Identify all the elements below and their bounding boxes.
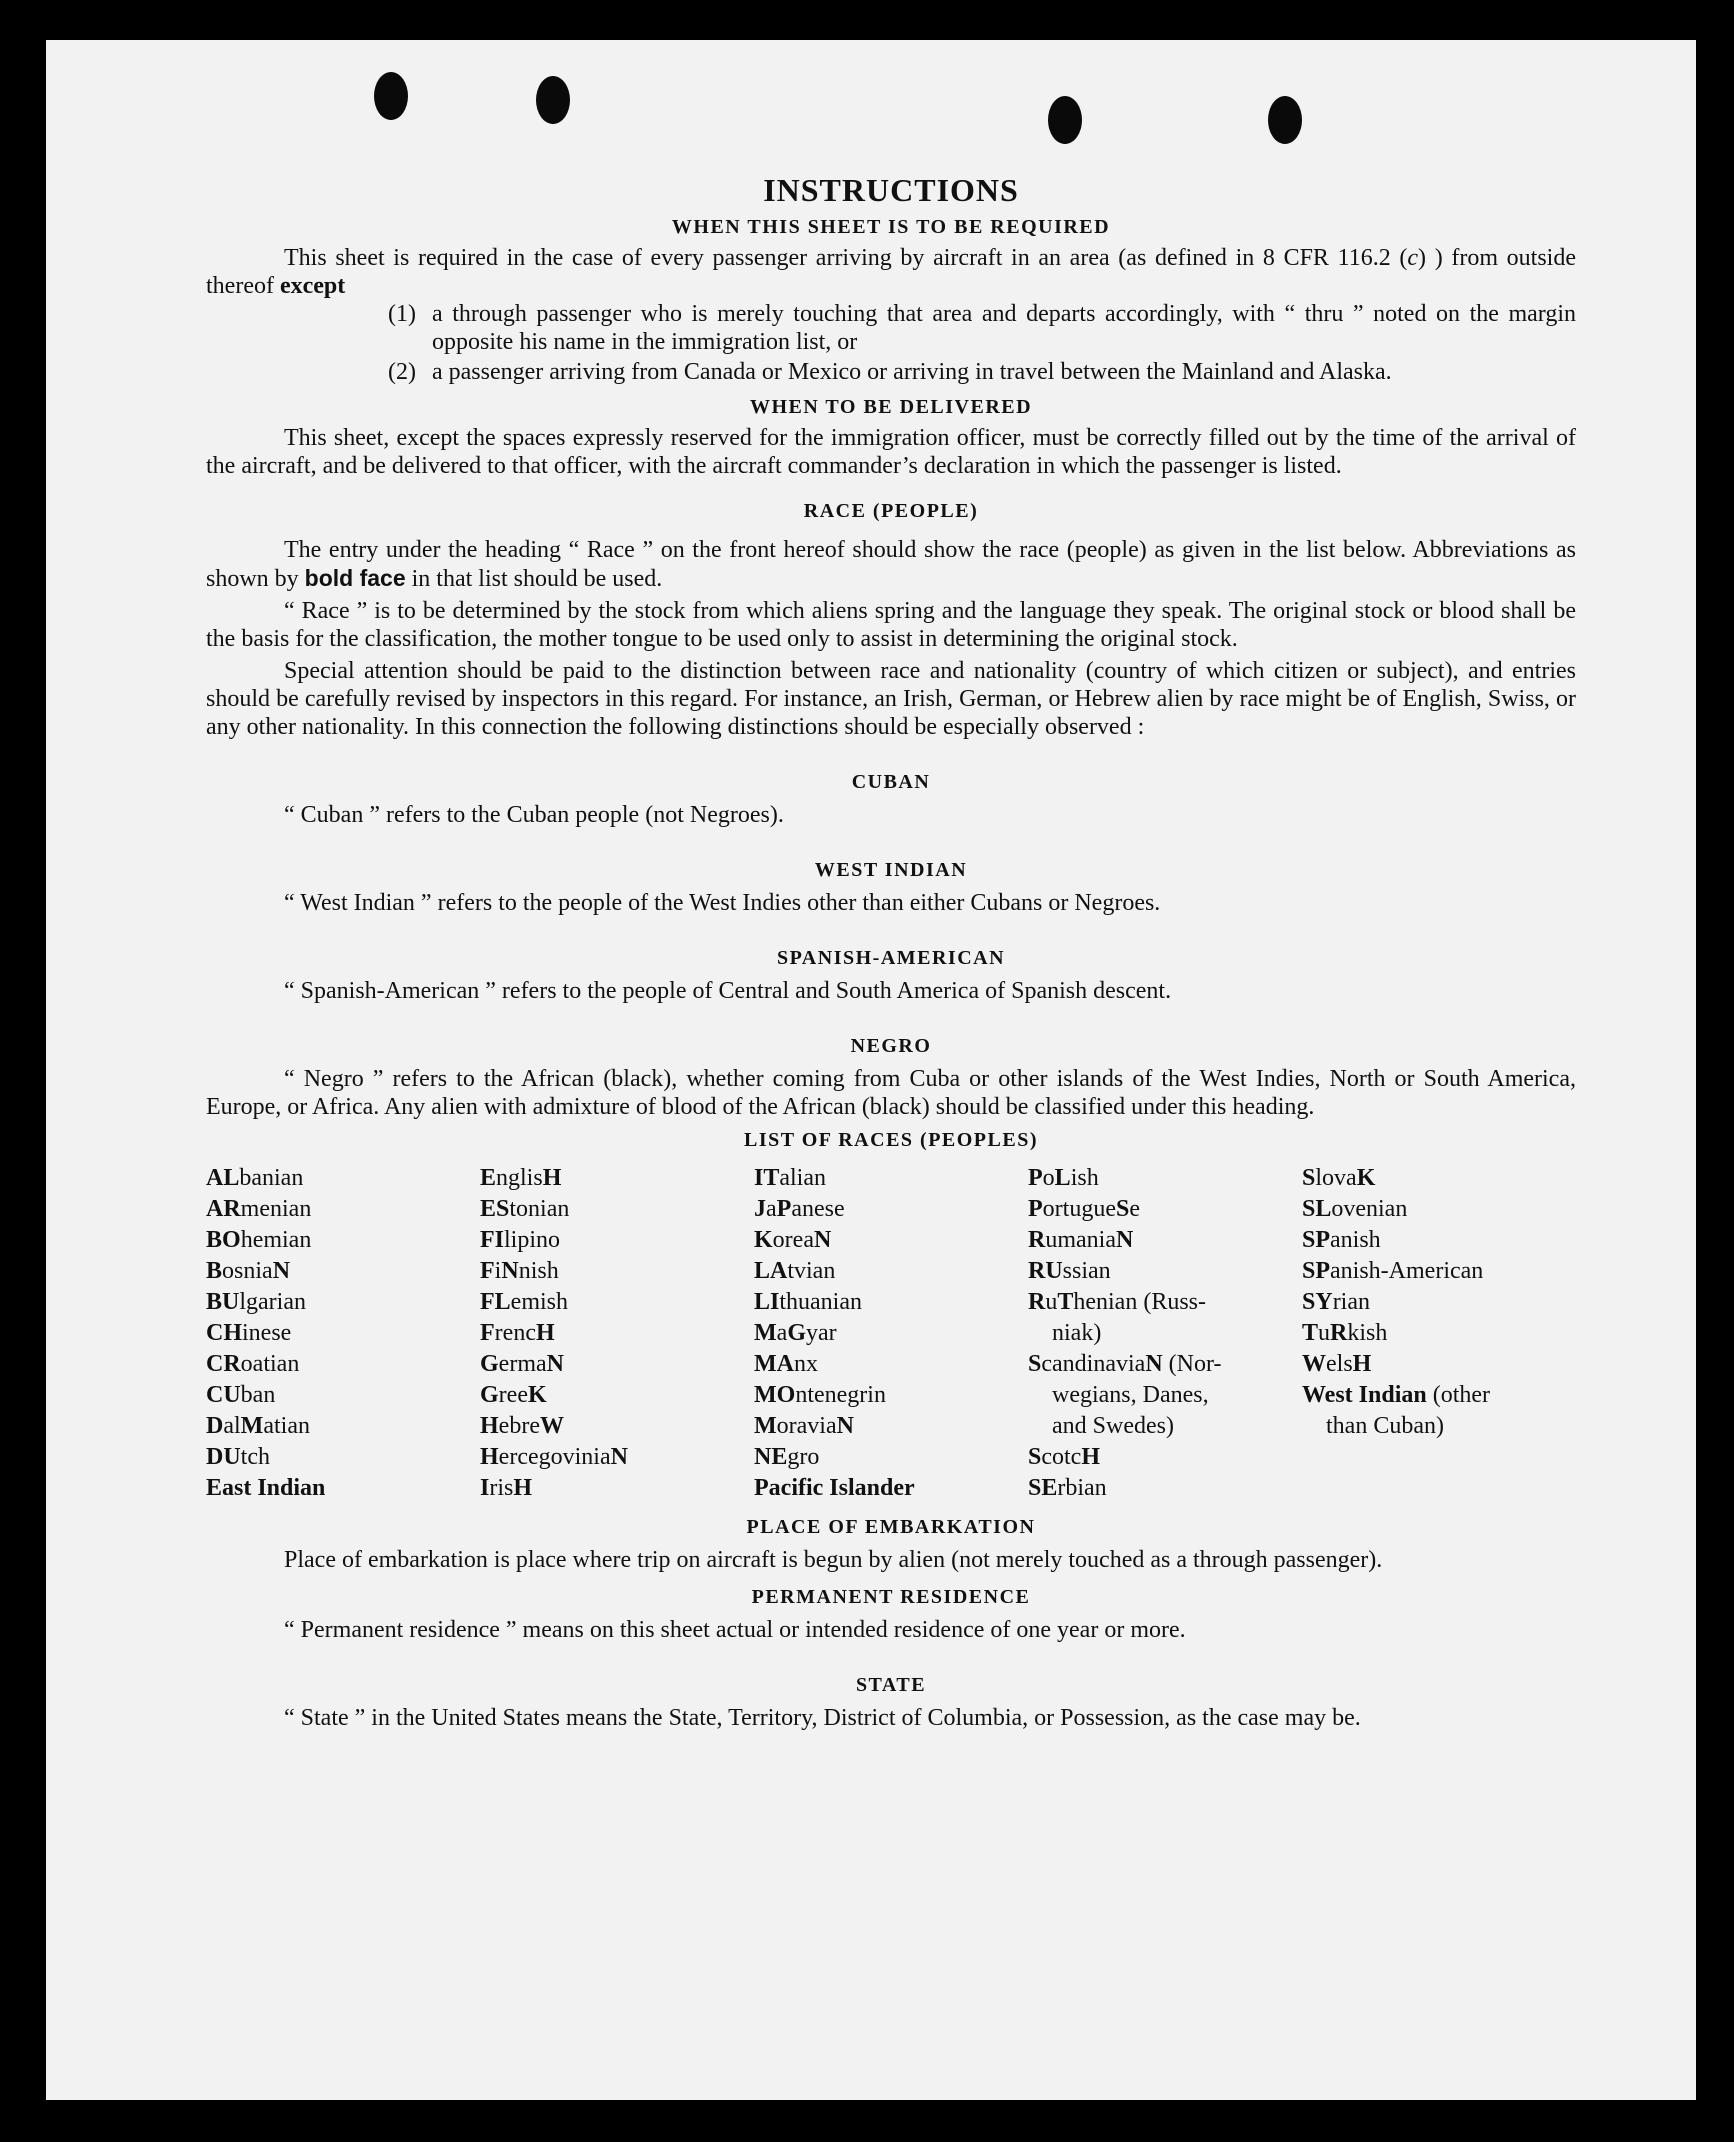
race-entry: CUban	[206, 1382, 276, 1408]
heading-place-of-embarkation: PLACE OF EMBARKATION	[746, 1516, 1036, 1538]
race-entry: JaPanese	[754, 1196, 845, 1222]
race-entry: ITalian	[754, 1165, 826, 1191]
exception-text: a through passenger who is merely touching that area and departs accordingly, with “ thru ” noted on the margin opposite his name in the immigration list, or	[432, 301, 1576, 355]
heading-cuban: CUBAN	[851, 771, 931, 793]
race-entry: SYrian	[1302, 1289, 1370, 1315]
heading-state: STATE	[855, 1674, 927, 1696]
paragraph-permanent-residence: “ Permanent residence ” means on this sheet actual or intended residence of one year or more.	[284, 1617, 1186, 1643]
race-entry: RuThenian (Russ-	[1028, 1289, 1207, 1315]
race-entry: PortugueSe	[1028, 1196, 1140, 1222]
exception-text: a passenger arriving from Canada or Mexico or arriving in travel between the Mainland and Alaska.	[432, 359, 1392, 385]
exception-number: (2)	[388, 359, 416, 385]
race-entry: LAtvian	[754, 1258, 836, 1284]
race-entry: TuRkish	[1302, 1320, 1388, 1346]
heading-race: RACE (PEOPLE)	[803, 500, 979, 522]
race-entry: FIlipino	[480, 1227, 561, 1253]
paragraph-state: “ State ” in the United States means the State, Territory, District of Columbia, or Possession, as the case may be.	[284, 1705, 1361, 1731]
race-entry: SPanish	[1302, 1227, 1381, 1253]
races-column	[480, 1163, 754, 1504]
race-entry: RUssian	[1028, 1258, 1111, 1284]
race-entry: niak)	[1052, 1320, 1102, 1346]
races-column	[1302, 1163, 1576, 1504]
race-entry: LIthuanian	[754, 1289, 862, 1315]
race-entry: BOhemian	[206, 1227, 312, 1253]
punch-hole	[374, 72, 408, 120]
paragraph-race-3: Special attention should be paid to the distinction between race and nationality (country of which citizen or subject), and entries should be carefully revised by inspectors in this regard. For instance, an Irish, German, or Hebrew alien by race might be of English, Swiss, or any other nationality. In this connection the following distinctions should be especially observed :	[206, 658, 1576, 740]
race-entry: East Indian	[206, 1475, 326, 1501]
race-entry: ALbanian	[206, 1165, 304, 1191]
races-list	[206, 1163, 1576, 1504]
race-entry: SlovaK	[1302, 1165, 1376, 1191]
race-entry: PoLish	[1028, 1165, 1099, 1191]
race-entry: SLovenian	[1302, 1196, 1408, 1222]
paragraph-cuban: “ Cuban ” refers to the Cuban people (not Negroes).	[284, 802, 784, 828]
heading-when-delivered: WHEN TO BE DELIVERED	[749, 396, 1033, 418]
race-entry: RumaniaN	[1028, 1227, 1134, 1253]
race-entry: Pacific Islander	[754, 1475, 915, 1501]
paragraph-race-2: “ Race ” is to be determined by the stock from which aliens spring and the language they speak. The original stock or blood shall be the basis for the classification, the mother tongue to be used only to assist in determining the original stock.	[206, 598, 1576, 652]
race-entry: CRoatian	[206, 1351, 300, 1377]
race-entry: ARmenian	[206, 1196, 312, 1222]
race-entry: KoreaN	[754, 1227, 832, 1253]
heading-negro: NEGRO	[850, 1035, 932, 1057]
race-entry: DalMatian	[206, 1413, 310, 1439]
race-entry: West Indian (other	[1302, 1382, 1491, 1408]
race-entry: MoraviaN	[754, 1413, 854, 1439]
race-entry: ScotcH	[1028, 1444, 1101, 1470]
punch-hole	[536, 76, 570, 124]
races-column	[754, 1163, 1028, 1504]
heading-permanent-residence: PERMANENT RESIDENCE	[751, 1586, 1031, 1608]
race-entry: DUtch	[206, 1444, 270, 1470]
document-sheet	[46, 40, 1696, 2100]
punch-hole	[1048, 96, 1082, 144]
paragraph-spanish-american: “ Spanish-American ” refers to the people of Central and South America of Spanish descent.	[284, 978, 1172, 1004]
heading-spanish-american: SPANISH-AMERICAN	[776, 947, 1006, 969]
race-entry: HebreW	[480, 1413, 564, 1439]
exception-item	[206, 358, 1576, 386]
race-entry: GermaN	[480, 1351, 564, 1377]
race-entry: FrencH	[480, 1320, 555, 1346]
race-entry: CHinese	[206, 1320, 292, 1346]
race-entry: IrisH	[480, 1475, 533, 1501]
race-entry: WelsH	[1302, 1351, 1372, 1377]
instructions-content	[206, 170, 1576, 1732]
race-entry: EStonian	[480, 1196, 570, 1222]
race-entry: MOntenegrin	[754, 1382, 886, 1408]
race-entry: NEgro	[754, 1444, 820, 1470]
paragraph-negro: “ Negro ” refers to the African (black), whether coming from Cuba or other islands of the West Indies, North or South America, Europe, or Africa. Any alien with admixture of blood of the African (black) should be classified under this heading.	[206, 1066, 1576, 1120]
paragraph-place-of-embarkation: Place of embarkation is place where trip on aircraft is begun by alien (not merely touched as a through passenger).	[284, 1547, 1383, 1573]
paragraph-when-delivered: This sheet, except the spaces expressly reserved for the immigration officer, must be correctly filled out by the time of the arrival of the aircraft, and be delivered to that officer, with the aircraft commander’s declaration in which the passenger is listed.	[206, 425, 1576, 479]
exception-item	[206, 300, 1576, 356]
race-entry: EnglisH	[480, 1165, 562, 1191]
exception-number: (1)	[388, 301, 416, 327]
heading-list-of-races: LIST OF RACES (PEOPLES)	[743, 1129, 1038, 1151]
race-entry: HercegoviniaN	[480, 1444, 628, 1470]
paragraph-when-required: This sheet is required in the case of every passenger arriving by aircraft in an area (as defined in 8 CFR 116.2 (c) ) from outside thereof except	[206, 245, 1576, 299]
race-entry: FiNnish	[480, 1258, 559, 1284]
race-entry: than Cuban)	[1326, 1413, 1444, 1439]
race-entry: wegians, Danes,	[1052, 1382, 1209, 1408]
race-entry: SErbian	[1028, 1475, 1107, 1501]
punch-hole	[1268, 96, 1302, 144]
races-column	[206, 1163, 480, 1504]
race-entry: GreeK	[480, 1382, 547, 1408]
race-entry: BosniaN	[206, 1258, 291, 1284]
paragraph-west-indian: “ West Indian ” refers to the people of the West Indies other than either Cubans or Negroes.	[284, 890, 1161, 916]
races-column	[1028, 1163, 1302, 1504]
race-entry: and Swedes)	[1052, 1413, 1174, 1439]
heading-west-indian: WEST INDIAN	[814, 859, 968, 881]
race-entry: SPanish-American	[1302, 1258, 1484, 1284]
race-entry: MaGyar	[754, 1320, 837, 1346]
paragraph-race-1: The entry under the heading “ Race ” on the front hereof should show the race (people) as given in the list below. Abbreviations as shown by bold face in that list should be used.	[206, 537, 1576, 592]
race-entry: BUlgarian	[206, 1289, 306, 1315]
race-entry: MAnx	[754, 1351, 818, 1377]
race-entry: FLemish	[480, 1289, 568, 1315]
race-entry: ScandinaviaN (Nor-	[1028, 1351, 1222, 1377]
heading-when-required: WHEN THIS SHEET IS TO BE REQUIRED	[671, 216, 1111, 238]
page-title: INSTRUCTIONS	[763, 172, 1019, 208]
